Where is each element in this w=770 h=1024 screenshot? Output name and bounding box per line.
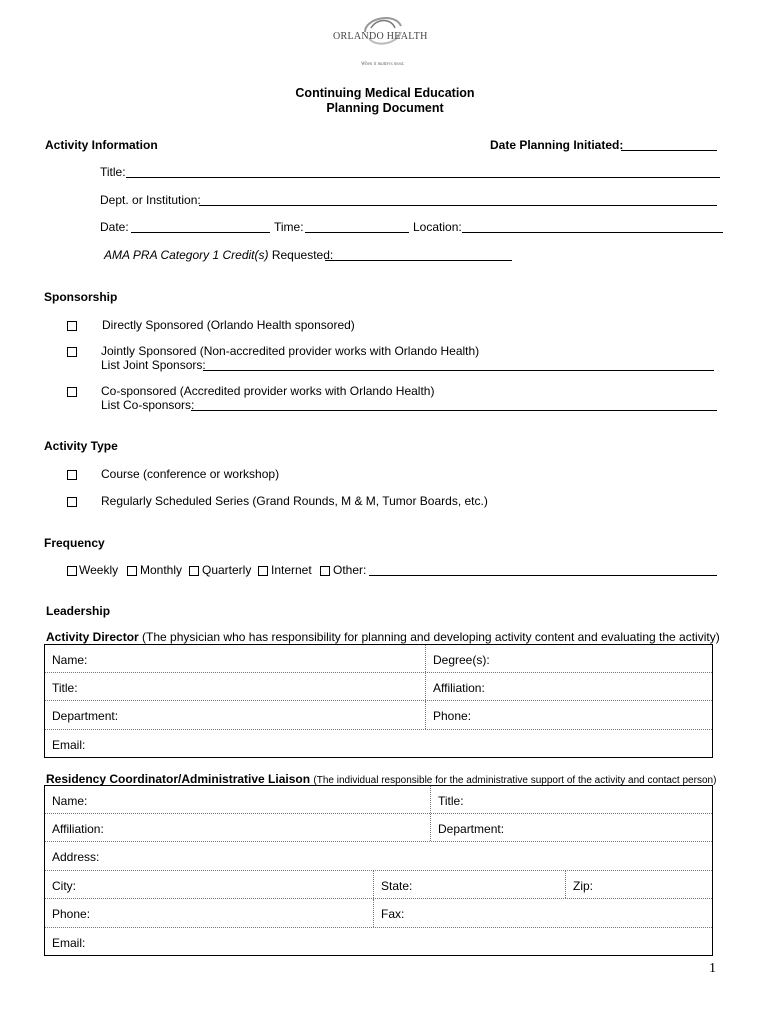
coordinator-zip-cell[interactable] — [565, 871, 712, 898]
director-row-email — [45, 730, 712, 758]
course-checkbox[interactable] — [67, 470, 77, 480]
ama-credits-field[interactable] — [325, 248, 512, 261]
joint-sponsors-field[interactable] — [203, 358, 714, 371]
director-department-label: Department: — [52, 709, 119, 723]
director-title-label: Title: — [52, 681, 78, 695]
weekly-checkbox[interactable] — [67, 566, 77, 576]
coordinator-state-cell[interactable] — [373, 871, 565, 898]
activity-info-heading: Activity Information — [45, 138, 158, 152]
director-email-cell[interactable] — [45, 730, 712, 758]
director-row-title — [45, 673, 712, 701]
coordinator-affiliation-label: Affiliation: — [52, 822, 104, 836]
ama-credits-label — [104, 248, 333, 262]
director-phone-label: Phone: — [433, 709, 472, 723]
coordinator-city-label: City: — [52, 879, 76, 893]
coordinator-address-cell[interactable] — [45, 842, 712, 870]
director-heading-line — [46, 630, 720, 644]
co-sponsors-field[interactable] — [191, 398, 717, 411]
director-description: (The physician who has responsibility for planning and developing activity content and evaluating the activity) — [142, 630, 720, 644]
title-label: Title: — [100, 165, 126, 179]
monthly-checkbox[interactable] — [127, 566, 137, 576]
location-field[interactable] — [462, 220, 723, 233]
dept-field[interactable] — [199, 193, 717, 206]
joint-sponsors-list-label: List Joint Sponsors: — [101, 358, 206, 372]
direct-sponsor-label: Directly Sponsored (Orlando Health sponsored) — [102, 318, 355, 332]
co-sponsor-checkbox[interactable] — [67, 387, 77, 397]
activity-type-heading: Activity Type — [44, 439, 118, 453]
date-field[interactable] — [131, 220, 270, 233]
frequency-heading: Frequency — [44, 536, 105, 550]
logo-tagline: When it matters most. — [361, 62, 405, 67]
coordinator-fax-label: Fax: — [381, 907, 405, 921]
quarterly-label: Quarterly — [202, 563, 252, 577]
date-initiated-field[interactable] — [621, 138, 717, 151]
logo-text: ORLANDO HEALTH — [333, 31, 428, 42]
time-field[interactable] — [305, 220, 409, 233]
ama-credits-italic: AMA PRA Category 1 Credit(s) — [104, 248, 269, 262]
rss-label: Regularly Scheduled Series (Grand Rounds, M & M, Tumor Boards, etc.) — [101, 494, 488, 508]
leadership-heading: Leadership — [46, 604, 111, 618]
rss-checkbox[interactable] — [67, 497, 77, 507]
coordinator-title-label: Title: — [438, 794, 464, 808]
internet-label: Internet — [271, 563, 312, 577]
coordinator-row-email — [45, 928, 712, 956]
coordinator-name-label: Name: — [52, 794, 88, 808]
director-department-cell[interactable] — [45, 701, 425, 729]
logo-swirl-icon — [357, 10, 407, 50]
coordinator-department-label: Department: — [438, 822, 505, 836]
course-label: Course (conference or workshop) — [101, 467, 280, 481]
director-row-name — [45, 645, 712, 673]
other-field[interactable] — [369, 563, 717, 576]
date-initiated-label: Date Planning Initiated: — [490, 138, 624, 152]
coordinator-address-label: Address: — [52, 850, 100, 864]
time-label: Time: — [274, 220, 304, 234]
direct-sponsor-checkbox[interactable] — [67, 321, 77, 331]
director-title-cell[interactable] — [45, 673, 425, 700]
ama-credits-rest: Requested: — [271, 248, 334, 262]
joint-sponsor-label: Jointly Sponsored (Non-accredited provider works with Orlando Health) — [101, 344, 480, 358]
coordinator-description: (The individual responsible for the administrative support of the activity and contact person) — [313, 775, 717, 786]
monthly-label: Monthly — [140, 563, 183, 577]
coordinator-email-label: Email: — [52, 936, 86, 950]
date-label: Date: — [100, 220, 129, 234]
coordinator-heading-line — [46, 772, 716, 786]
sponsorship-heading: Sponsorship — [44, 290, 118, 304]
document-title-line1: Continuing Medical Education — [295, 86, 475, 100]
coordinator-name-cell[interactable] — [45, 786, 430, 813]
coordinator-row-affiliation — [45, 814, 712, 842]
coordinator-title-cell[interactable] — [430, 786, 712, 813]
coordinator-phone-cell[interactable] — [45, 899, 373, 927]
coordinator-table — [44, 785, 713, 956]
page-number: 1 — [709, 961, 716, 976]
coordinator-row-phone — [45, 899, 712, 928]
coordinator-heading: Residency Coordinator/Administrative Liaison — [46, 772, 311, 786]
director-phone-cell[interactable] — [425, 701, 712, 729]
coordinator-department-cell[interactable] — [430, 814, 712, 841]
director-table — [44, 644, 713, 758]
director-heading: Activity Director — [46, 630, 139, 644]
co-sponsors-list-label: List Co-sponsors: — [101, 398, 195, 412]
coordinator-row-city — [45, 871, 712, 899]
dept-label: Dept. or Institution: — [100, 193, 201, 207]
other-checkbox[interactable] — [320, 566, 330, 576]
director-name-label: Name: — [52, 653, 88, 667]
director-degrees-cell[interactable] — [425, 645, 712, 672]
internet-checkbox[interactable] — [258, 566, 268, 576]
coordinator-phone-label: Phone: — [52, 907, 91, 921]
coordinator-state-label: State: — [381, 879, 413, 893]
director-degrees-label: Degree(s): — [433, 653, 490, 667]
coordinator-row-name — [45, 786, 712, 814]
co-sponsor-label: Co-sponsored (Accredited provider works with Orlando Health) — [101, 384, 435, 398]
director-affiliation-cell[interactable] — [425, 673, 712, 700]
director-affiliation-label: Affiliation: — [433, 681, 485, 695]
coordinator-fax-cell[interactable] — [373, 899, 712, 927]
coordinator-city-cell[interactable] — [45, 871, 373, 898]
title-field[interactable] — [126, 165, 720, 178]
weekly-label: Weekly — [79, 563, 119, 577]
coordinator-email-cell[interactable] — [45, 928, 712, 956]
coordinator-zip-label: Zip: — [573, 879, 594, 893]
coordinator-affiliation-cell[interactable] — [45, 814, 430, 841]
location-label: Location: — [413, 220, 462, 234]
other-label: Other: — [333, 563, 367, 577]
director-name-cell[interactable] — [45, 645, 425, 672]
joint-sponsor-checkbox[interactable] — [67, 347, 77, 357]
coordinator-row-address — [45, 842, 712, 871]
document-title-line2: Planning Document — [326, 101, 444, 115]
director-row-department — [45, 701, 712, 730]
quarterly-checkbox[interactable] — [189, 566, 199, 576]
director-email-label: Email: — [52, 738, 86, 752]
